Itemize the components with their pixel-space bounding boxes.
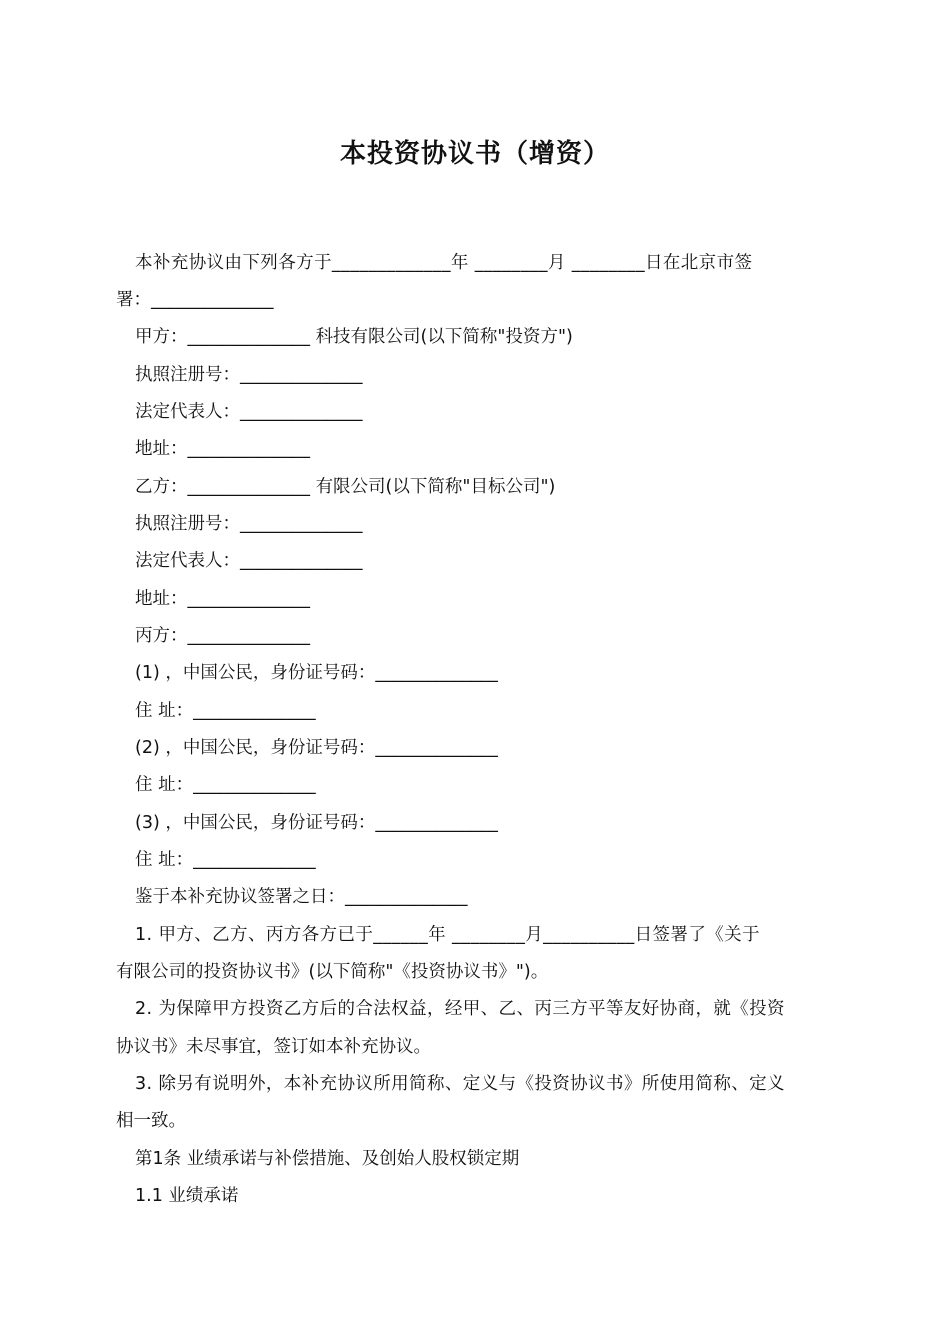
recital-3-line-1: 3. 除另有说明外，本补充协议所用简称、定义与《投资协议书》所使用简称、定义 — [135, 1074, 785, 1094]
party-a-representative: 法定代表人：______________ — [135, 402, 363, 422]
party-c-person-1: (1) ，中国公民，身份证号码：______________ — [135, 663, 498, 683]
section-1-1-heading: 1.1 业绩承诺 — [135, 1186, 239, 1206]
party-b: 乙方：______________ 有限公司(以下简称"目标公司") — [135, 477, 556, 497]
party-c-person-3-address: 住 址：______________ — [135, 850, 316, 870]
recital-3-line-2: 相一致。 — [116, 1111, 186, 1131]
recital-1-line-1: 1. 甲方、乙方、丙方各方已于______年 ________月__________日签署了《关于 — [135, 925, 760, 945]
party-c-person-2-address: 住 址：______________ — [135, 775, 316, 795]
party-c-person-3: (3) ，中国公民，身份证号码：______________ — [135, 813, 498, 833]
recital-2-line-1: 2. 为保障甲方投资乙方后的合法权益，经甲、乙、丙三方平等友好协商，就《投资 — [135, 999, 785, 1019]
intro-line-1: 本补充协议由下列各方于_____________年 ________月 ________日在北京市签 — [135, 253, 753, 273]
intro-line-2: 署：______________ — [116, 290, 274, 310]
recital-1-line-2: 有限公司的投资协议书》(以下简称"《投资协议书》")。 — [116, 962, 549, 982]
article-1-heading: 第1条 业绩承诺与补偿措施、及创始人股权锁定期 — [135, 1149, 520, 1169]
whereas-clause: 鉴于本补充协议签署之日：______________ — [135, 887, 468, 907]
party-a: 甲方：______________ 科技有限公司(以下简称"投资方") — [135, 327, 573, 347]
party-b-address: 地址：______________ — [135, 589, 310, 609]
party-b-license: 执照注册号：______________ — [135, 514, 363, 534]
party-c-person-1-address: 住 址：______________ — [135, 701, 316, 721]
document-title: 本投资协议书（增资） — [339, 139, 610, 169]
recital-2-line-2: 协议书》未尽事宜，签订如本补充协议。 — [116, 1037, 431, 1057]
party-a-address: 地址：______________ — [135, 439, 310, 459]
party-a-license: 执照注册号：______________ — [135, 365, 363, 385]
party-b-representative: 法定代表人：______________ — [135, 551, 363, 571]
party-c: 丙方：______________ — [135, 626, 310, 646]
party-c-person-2: (2) ，中国公民，身份证号码：______________ — [135, 738, 498, 758]
